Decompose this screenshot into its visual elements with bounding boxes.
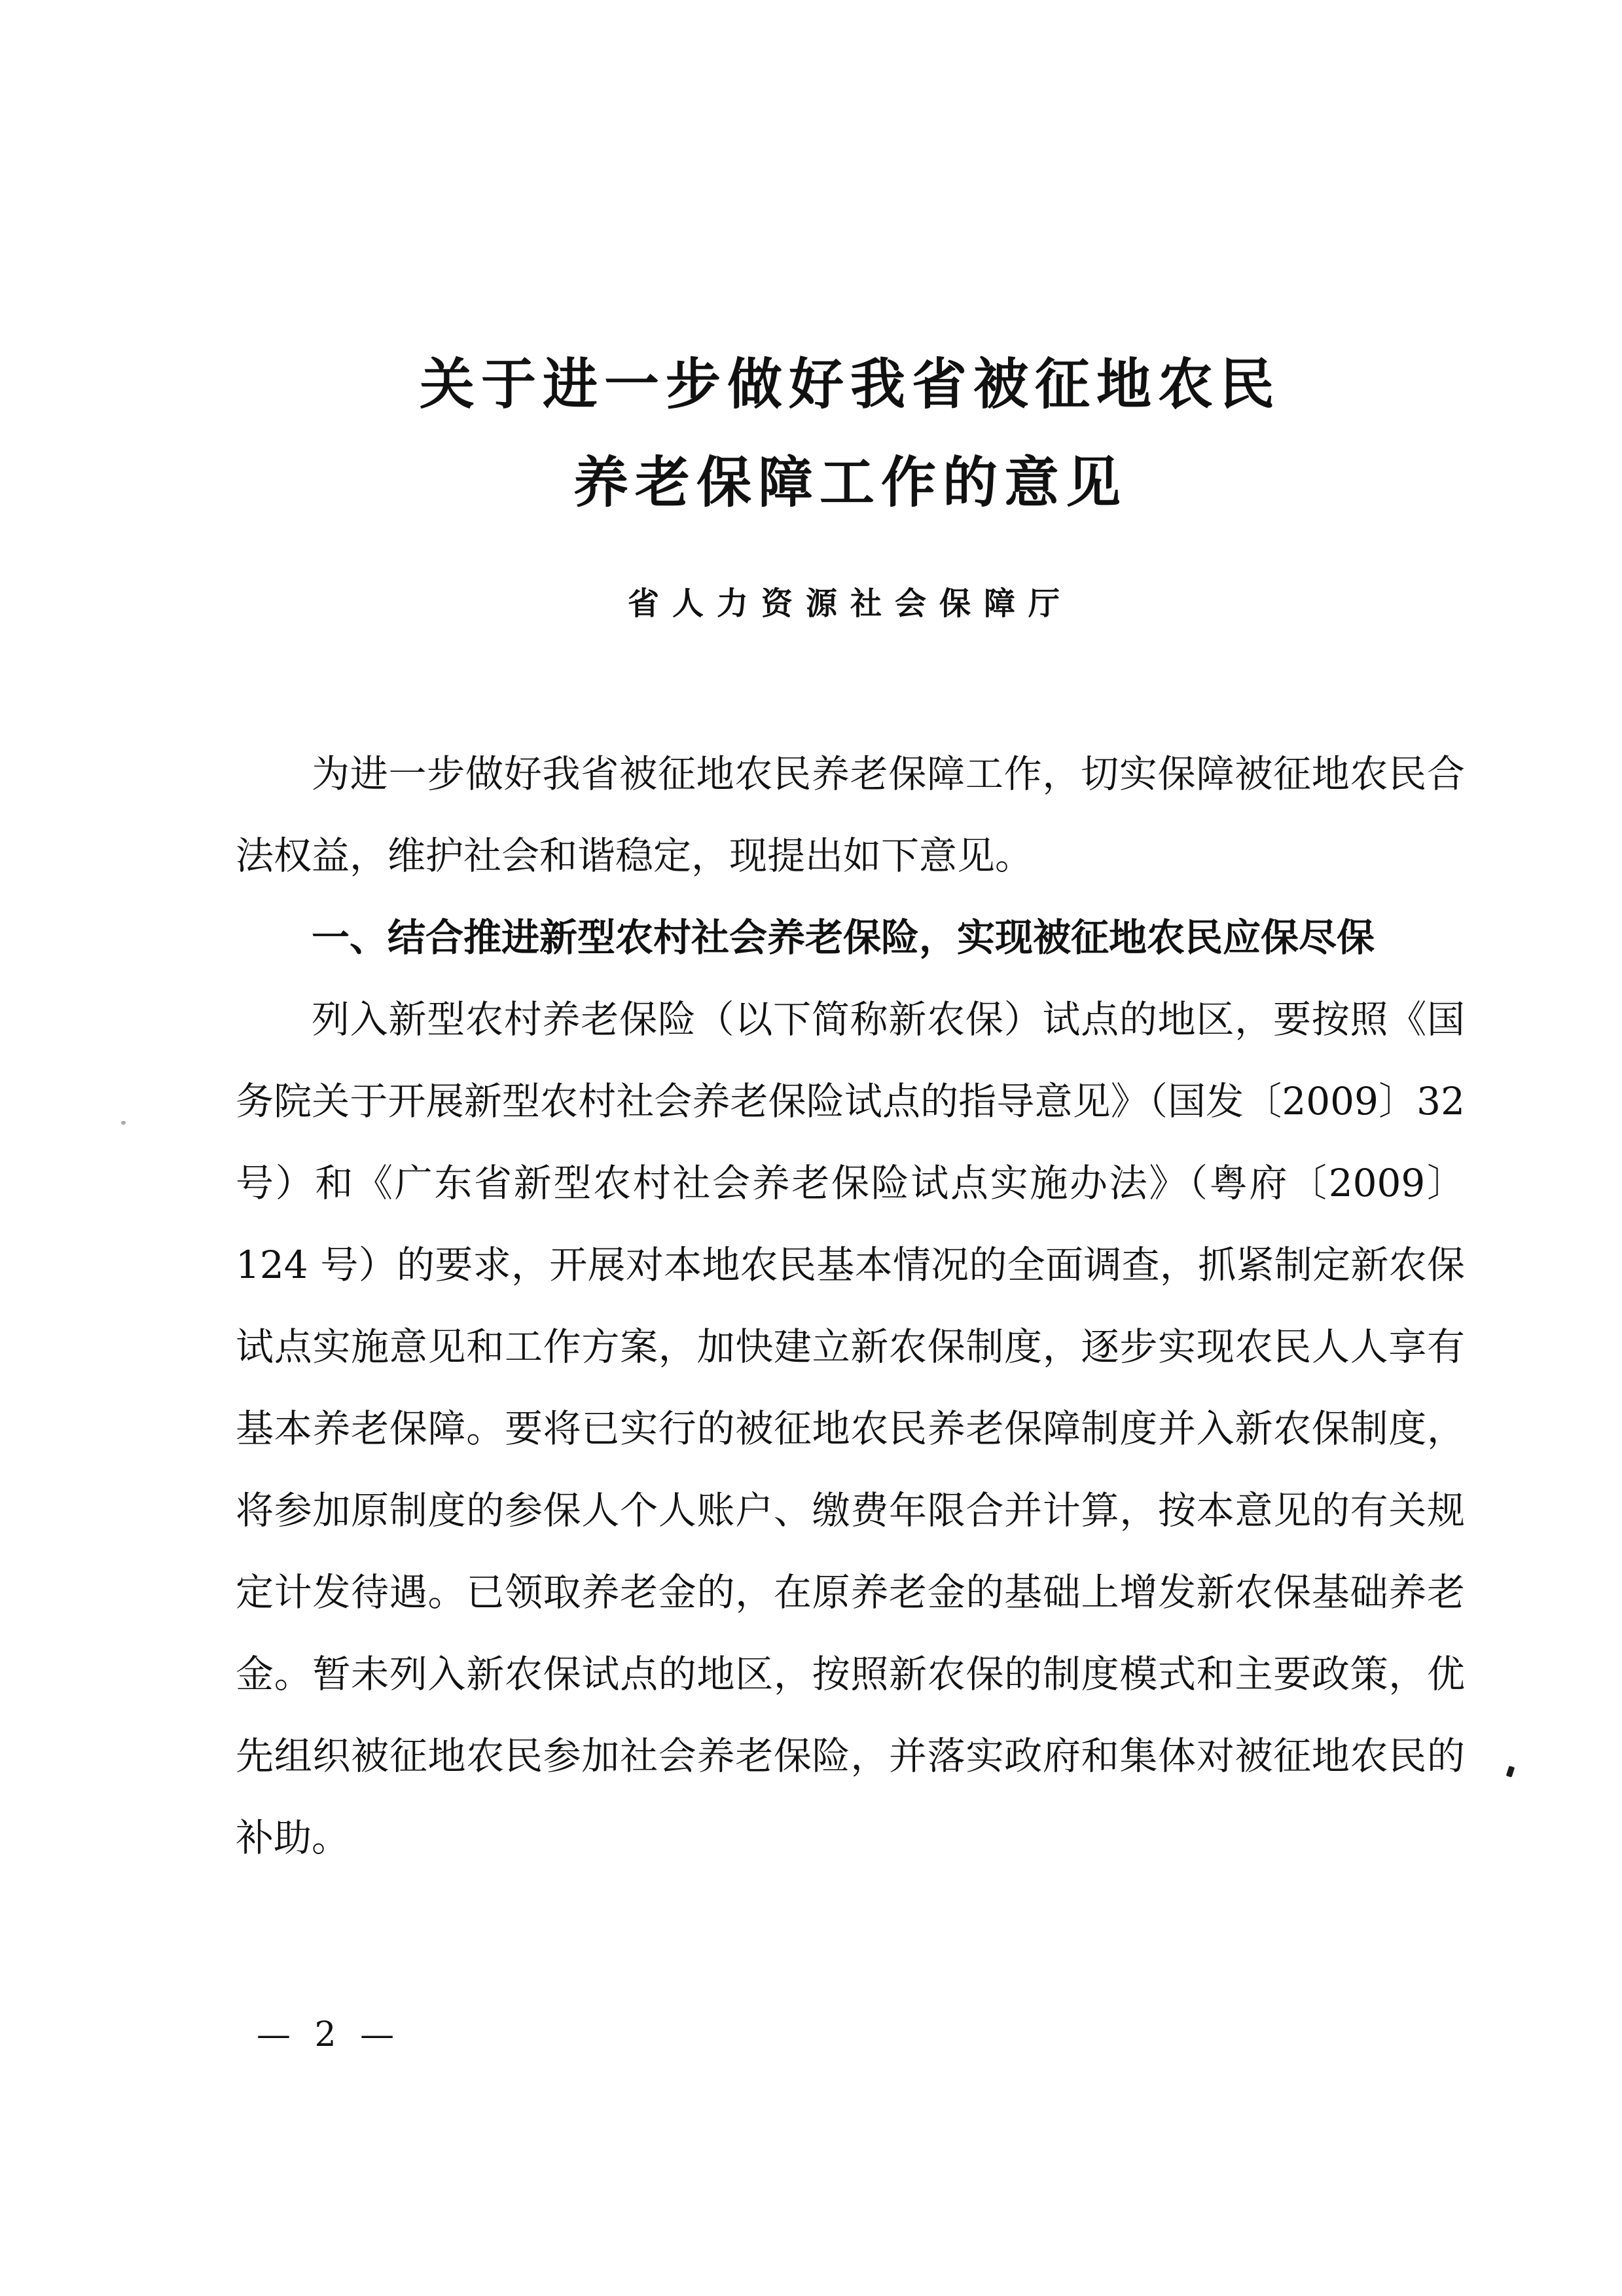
issuing-agency-subtitle: 省人力资源社会保障厅 [627, 585, 1073, 622]
body-paragraph: 为进一步做好我省被征地农民养老保障工作，切实保障被征地农民合法权益，维护社会和谐稳定，现提出如下意见。 [236, 752, 1465, 878]
body-paragraph: 列入新型农村养老保险（以下简称新农保）试点的地区，要按照《国务院关于开展新型农村社会养老保险试点的指导意见》（国发〔2009〕32 号）和《广东省新型农村社会养老保险试点实施办法》（粤府〔2009〕124 号）的要求，开展对本地农民基本情况的全面调查，抓紧制定新农保试点实施意见和工作方案，加快建立新农保制度，逐步实现农民人人享有基本养老保障。要将已实行的被征地农民养老保障制度并入新农保制度，将参加原制度的参保人个人账户、缴费年限合并计算，按本意见的有关规定计发待遇。已领取养老金的，在原养老金的基础上增发新农保基础养老金。暂未列入新农保试点的地区，按照新农保的制度模式和主要政策，优先组织被征地农民参加社会养老保险，并落实政府和集体对被征地农民的补助。 [236, 997, 1465, 1860]
scan-speck [121, 1121, 126, 1125]
document-title [236, 335, 1465, 532]
page-number: — 2 — [257, 2015, 401, 2054]
body-text [236, 733, 1465, 1879]
scan-speck [1506, 1766, 1515, 1777]
document-title-line-2: 养老保障工作的意见 [573, 450, 1127, 515]
body-paragraph-heading: 一、结合推进新型农村社会养老保险，实现被征地农民应保尽保 [312, 915, 1375, 960]
document-title-line-1: 关于进一步做好我省被征地农民 [419, 352, 1281, 416]
